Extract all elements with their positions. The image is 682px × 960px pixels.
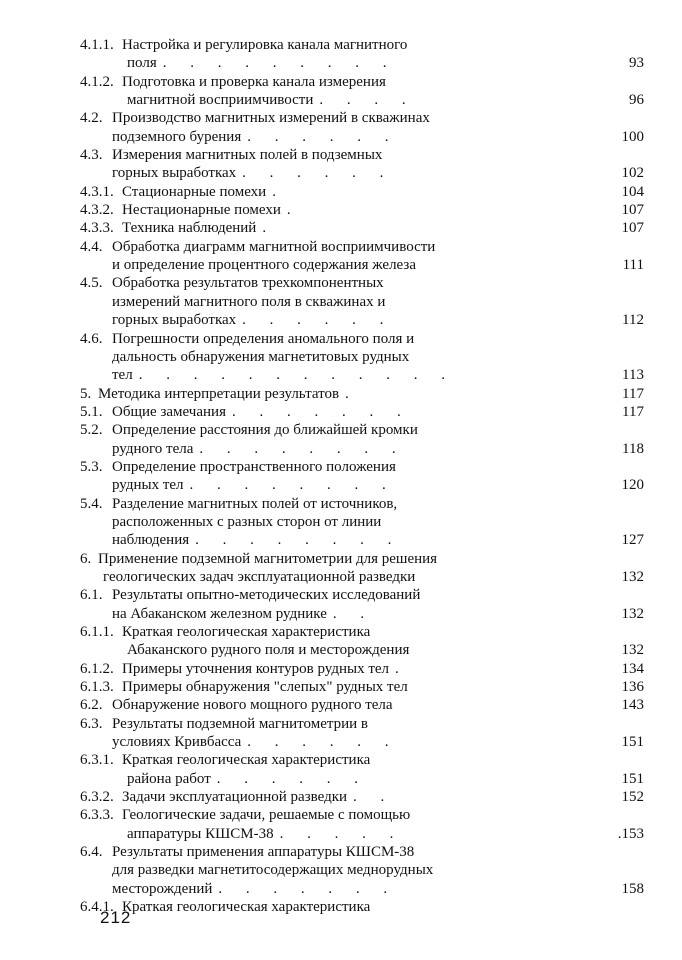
toc-page-number: 117 — [622, 385, 644, 402]
toc-title: тел — [112, 367, 133, 384]
toc-number: 4.4. — [80, 238, 103, 255]
toc-title: горных выработках — [112, 165, 237, 182]
toc-title: расположенных с разных сторон от линии — [112, 513, 382, 530]
toc-number: 4.3.1. — [80, 183, 114, 200]
toc-title: Задачи эксплуатационной разведки — [122, 789, 348, 806]
toc-leader-dots: . — [286, 202, 301, 219]
toc-line — [0, 513, 682, 531]
toc-title: Результаты опытно-методических исследований — [112, 587, 421, 604]
toc-page-number: 93 — [629, 55, 644, 72]
toc-title: аппаратуры КШСМ-38 — [127, 825, 274, 842]
toc-title: Применение подземной магнитометрии для решения — [98, 550, 438, 567]
toc-leader-dots: . . . . . . — [247, 734, 399, 751]
toc-title: Производство магнитных измерений в скважинах — [112, 110, 430, 127]
toc-number: 5.2. — [80, 422, 103, 439]
toc-line — [0, 36, 682, 54]
toc-number: 4.6. — [80, 330, 103, 347]
toc-text — [112, 458, 396, 476]
toc-line — [0, 348, 682, 366]
toc-title: Определение расстояния до ближайшей кромки — [112, 422, 418, 439]
toc-leader-dots: . . . . . — [279, 825, 404, 842]
toc-number: 6. — [80, 550, 92, 567]
toc-leader-dots: . . . . — [319, 92, 416, 109]
toc-number: 6.1. — [80, 587, 103, 604]
toc-number: 4.3. — [80, 147, 103, 164]
toc-line — [0, 861, 682, 879]
toc-text — [112, 146, 382, 164]
toc-leader-dots: . . — [353, 789, 395, 806]
toc-title: Обработка диаграмм магнитной восприимчивости — [112, 238, 436, 255]
toc-title: рудных тел — [112, 477, 184, 494]
toc-text — [112, 274, 384, 292]
toc-number: 4.3.3. — [80, 220, 114, 237]
toc-text — [112, 311, 393, 329]
toc-text — [112, 586, 420, 604]
toc-line — [0, 109, 682, 127]
toc-page-number: 132 — [621, 605, 644, 622]
toc-line — [0, 715, 682, 733]
toc-page-number: 143 — [621, 697, 644, 714]
toc-text — [122, 660, 409, 678]
toc-text — [127, 91, 416, 109]
toc-leader-dots: . . . . . . . . — [199, 440, 406, 457]
toc-text — [112, 330, 414, 348]
toc-leader-dots: . . . . . . . . — [195, 532, 402, 549]
toc-number: 5.1. — [80, 403, 103, 420]
toc-page-number: 136 — [621, 679, 644, 696]
toc-text — [112, 495, 397, 513]
toc-leader-dots: . — [395, 660, 409, 677]
toc-line — [0, 164, 682, 182]
toc-number: 6.1.2. — [80, 660, 114, 677]
toc-number: 6.1.3. — [80, 679, 114, 696]
toc-line — [0, 531, 682, 549]
toc-text — [127, 641, 409, 659]
toc-text — [122, 219, 276, 237]
toc-line — [0, 788, 682, 806]
toc-line — [0, 183, 682, 201]
toc-title: Обработка результатов трехкомпонентных — [112, 275, 384, 292]
toc-leader-dots: . . . . . . — [247, 128, 399, 145]
toc-title: Примеры уточнения контуров рудных тел — [122, 660, 390, 677]
toc-title: Измерения магнитных полей в подземных — [112, 147, 383, 164]
toc-text — [112, 605, 374, 623]
toc-text — [122, 898, 370, 916]
toc-line — [0, 440, 682, 458]
toc-text — [112, 733, 399, 751]
toc-page-number: 151 — [621, 770, 644, 787]
toc-line — [0, 385, 682, 403]
toc-text — [122, 73, 386, 91]
toc-leader-dots: . . . . . . . . . — [162, 55, 397, 72]
toc-title: Результаты применения аппаратуры КШСМ-38 — [112, 844, 415, 861]
toc-title: поля — [127, 55, 157, 72]
toc-line — [0, 605, 682, 623]
toc-leader-dots: . — [272, 183, 286, 200]
toc-line — [0, 366, 682, 384]
toc-page-number: 132 — [621, 642, 644, 659]
toc-line — [0, 330, 682, 348]
toc-title: для разведки магнетитосодержащих меднорудных — [112, 862, 434, 879]
toc-number: 4.2. — [80, 110, 103, 127]
toc-leader-dots: . . . . . . . . — [189, 477, 396, 494]
toc-page-number: .153 — [617, 825, 644, 842]
toc-line — [0, 623, 682, 641]
toc-text — [122, 201, 301, 219]
toc-title: магнитной восприимчивости — [127, 92, 314, 109]
toc-title: Краткая геологическая характеристика — [122, 899, 371, 916]
toc-text — [127, 54, 396, 72]
toc-number: 6.4.1. — [80, 899, 114, 916]
toc-title: Техника наблюдений — [122, 220, 257, 237]
toc-page-number: 120 — [621, 477, 644, 494]
toc-text — [112, 440, 406, 458]
toc-line — [0, 825, 682, 843]
toc-page-number: 127 — [621, 532, 644, 549]
toc-page-number: 113 — [622, 367, 644, 384]
toc-text — [112, 861, 433, 879]
toc-leader-dots: . . . . . . . — [218, 880, 398, 897]
toc-number: 6.3. — [80, 715, 103, 732]
toc-line — [0, 403, 682, 421]
toc-title: наблюдения — [112, 532, 190, 549]
toc-text — [112, 843, 414, 861]
table-of-contents — [0, 36, 682, 917]
toc-leader-dots: . . . . . . — [216, 770, 369, 787]
toc-number: 6.4. — [80, 844, 103, 861]
toc-number: 6.2. — [80, 697, 103, 714]
toc-page-number: 132 — [621, 568, 644, 585]
toc-number: 4.1.2. — [80, 73, 114, 90]
toc-title: Подготовка и проверка канала измерения — [122, 73, 386, 90]
toc-leader-dots: . . . . . . . . . . . . — [138, 367, 455, 384]
toc-leader-dots: . — [262, 220, 277, 237]
toc-text — [112, 476, 396, 494]
toc-text — [112, 366, 455, 384]
toc-line — [0, 806, 682, 824]
toc-text — [122, 751, 370, 769]
toc-number: 6.3.1. — [80, 752, 114, 769]
toc-leader-dots: . — [345, 385, 359, 402]
toc-page-number: 107 — [621, 220, 644, 237]
toc-text — [112, 293, 385, 311]
toc-text — [112, 238, 435, 256]
toc-text — [112, 256, 416, 274]
toc-title: Абаканского рудного поля и месторождения — [127, 642, 410, 659]
toc-leader-dots: . . . . . . — [242, 312, 394, 329]
toc-text — [112, 421, 418, 439]
toc-title: Разделение магнитных полей от источников, — [112, 495, 398, 512]
toc-title: Результаты подземной магнитометрии в — [112, 715, 368, 732]
toc-leader-dots: . . . . . . . — [231, 403, 411, 420]
toc-line — [0, 54, 682, 72]
toc-line — [0, 770, 682, 788]
toc-page-number: 152 — [621, 789, 644, 806]
toc-text — [112, 109, 430, 127]
toc-title: Краткая геологическая характеристика — [122, 752, 371, 769]
toc-line — [0, 293, 682, 311]
toc-leader-dots: . . . . . . — [242, 165, 394, 182]
toc-text — [103, 568, 415, 586]
toc-text — [127, 825, 403, 843]
toc-title: Обнаружение нового мощного рудного тела — [112, 697, 393, 714]
toc-title: геологических задач эксплуатационной разведки — [103, 568, 416, 585]
toc-line — [0, 91, 682, 109]
toc-line — [0, 843, 682, 861]
toc-page-number: 112 — [622, 312, 644, 329]
toc-text — [122, 678, 408, 696]
toc-line — [0, 311, 682, 329]
page-number: 212 — [100, 908, 132, 927]
toc-title: Примеры обнаружения "слепых" рудных тел — [122, 679, 408, 696]
toc-line — [0, 696, 682, 714]
toc-line — [0, 128, 682, 146]
toc-text — [112, 696, 393, 714]
toc-text — [112, 880, 397, 898]
toc-text — [112, 128, 398, 146]
toc-page-number: 151 — [621, 734, 644, 751]
toc-title: района работ — [127, 770, 211, 787]
toc-page-number: 134 — [621, 660, 644, 677]
toc-number: 4.3.2. — [80, 202, 114, 219]
toc-number: 4.5. — [80, 275, 103, 292]
toc-text — [122, 183, 286, 201]
toc-text — [122, 36, 407, 54]
toc-number: 4.1.1. — [80, 37, 114, 53]
toc-page-number: 100 — [621, 128, 644, 145]
toc-text — [127, 770, 368, 788]
toc-line — [0, 421, 682, 439]
toc-line — [0, 476, 682, 494]
toc-title: рудного тела — [112, 440, 194, 457]
toc-title: на Абаканском железном руднике — [112, 605, 327, 622]
toc-title: месторождений — [112, 880, 213, 897]
toc-text — [112, 531, 401, 549]
toc-number: 6.1.1. — [80, 624, 114, 640]
toc-line — [0, 660, 682, 678]
toc-title: и определение процентного содержания железа — [112, 257, 416, 274]
toc-line — [0, 586, 682, 604]
toc-line — [0, 641, 682, 659]
toc-text — [112, 513, 381, 531]
toc-title: Настройка и регулировка канала магнитного — [122, 37, 408, 53]
toc-title: подземного бурения — [112, 128, 242, 145]
toc-line — [0, 568, 682, 586]
toc-number: 6.3.3. — [80, 807, 114, 824]
toc-line — [0, 550, 682, 568]
toc-title: измерений магнитного поля в скважинах и — [112, 293, 386, 310]
toc-title: Определение пространственного положения — [112, 458, 396, 475]
toc-leader-dots: . . — [332, 605, 375, 622]
toc-line — [0, 146, 682, 164]
toc-page-number: 111 — [622, 257, 644, 274]
toc-text — [112, 348, 409, 366]
toc-page-number: 96 — [629, 92, 644, 109]
toc-page-number: 158 — [621, 880, 644, 897]
toc-title: горных выработках — [112, 312, 237, 329]
toc-number: 5.4. — [80, 495, 103, 512]
toc-page-number: 107 — [621, 202, 644, 219]
toc-line — [0, 256, 682, 274]
toc-text — [98, 385, 359, 403]
toc-page-number: 104 — [621, 183, 644, 200]
toc-text — [122, 788, 394, 806]
toc-line — [0, 751, 682, 769]
toc-line — [0, 880, 682, 898]
toc-text — [122, 806, 410, 824]
toc-title: Краткая геологическая характеристика — [122, 624, 371, 640]
toc-title: Нестационарные помехи — [122, 202, 281, 219]
toc-number: 5.3. — [80, 458, 103, 475]
toc-title: Погрешности определения аномального поля и — [112, 330, 415, 347]
toc-page-number: 117 — [622, 403, 644, 420]
toc-number: 5. — [80, 385, 92, 402]
toc-text — [112, 164, 393, 182]
toc-text — [98, 550, 437, 568]
toc-title: условиях Кривбасса — [112, 734, 242, 751]
toc-page-number: 102 — [621, 165, 644, 182]
toc-title: Методика интерпретации результатов — [98, 385, 340, 402]
toc-title: Общие замечания — [112, 403, 226, 420]
toc-line — [0, 678, 682, 696]
toc-title: Стационарные помехи — [122, 183, 267, 200]
toc-text — [112, 715, 368, 733]
toc-line — [0, 219, 682, 237]
toc-title: дальность обнаружения магнетитовых рудных — [112, 348, 410, 365]
toc-line — [0, 495, 682, 513]
toc-line — [0, 73, 682, 91]
toc-page-number: 118 — [622, 440, 644, 457]
toc-text — [122, 623, 370, 641]
toc-line — [0, 733, 682, 751]
toc-line — [0, 238, 682, 256]
toc-text — [112, 403, 411, 421]
toc-line — [0, 201, 682, 219]
toc-number: 6.3.2. — [80, 789, 114, 806]
toc-title: Геологические задачи, решаемые с помощью — [122, 807, 411, 824]
toc-line — [0, 274, 682, 292]
toc-line — [0, 458, 682, 476]
